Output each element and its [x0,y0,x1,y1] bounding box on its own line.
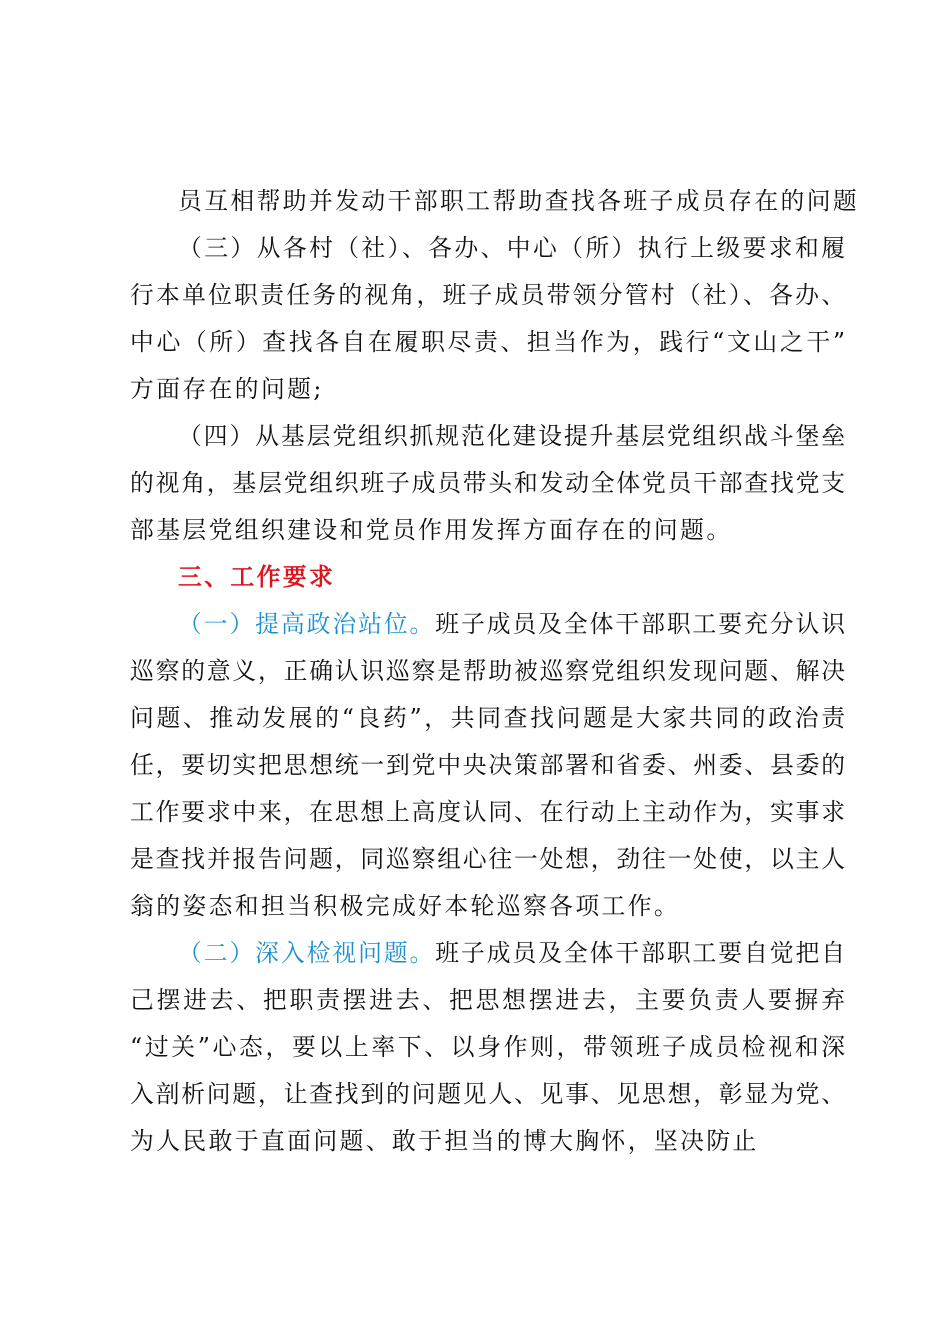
item2-text: 班子成员及全体干部职工要自觉把自 [435,939,845,967]
item1-title: （一）提高政治站位。 [178,610,436,638]
paragraph-line: 方面存在的问题; [130,375,324,403]
paragraph-line: 任，要切实把思想统一到党中央决策部署和省委、州委、县委的 [130,751,845,779]
paragraph-line: 员互相帮助并发动干部职工帮助查找各班子成员存在的问题 [178,187,860,215]
paragraph-line: 行本单位职责任务的视角，班子成员带领分管村（社）、各办、 [130,281,845,309]
paragraph-line: 为人民敢于直面问题、敢于担当的博大胸怀，坚决防止 [130,1127,759,1155]
paragraph-line: 入剖析问题，让查找到的问题见人、见事、见思想，彰显为党、 [130,1080,845,1108]
paragraph-line: 的视角，基层党组织班子成员带头和发动全体党员干部查找党支 [130,469,845,497]
section-heading: 三、工作要求 [178,563,336,591]
item2-title: （二）深入检视问题。 [178,939,436,967]
paragraph-line: 中心（所）查找各自在履职尽责、担当作为，践行“文山之干” [130,328,845,356]
paragraph-line: 己摆进去、把职责摆进去、把思想摆进去，主要负责人要摒弃 [130,986,845,1014]
paragraph-line: （四）从基层党组织抓规范化建设提升基层党组织战斗堡垒 [178,422,845,450]
paragraph-line: 巡察的意义，正确认识巡察是帮助被巡察党组织发现问题、解决 [130,657,845,685]
paragraph-line: 翁的姿态和担当积极完成好本轮巡察各项工作。 [130,892,681,920]
paragraph-line: （三）从各村（社）、各办、中心（所）执行上级要求和履 [178,234,845,262]
item1-text: 班子成员及全体干部职工要充分认识 [435,610,845,638]
paragraph-line: “过关”心态，要以上率下、以身作则，带领班子成员检视和深 [130,1033,845,1061]
document-body [130,178,860,1165]
item1-first-line [130,601,845,648]
paragraph-line: 是查找并报告问题，同巡察组心往一处想，劲往一处使，以主人 [130,845,845,873]
paragraph-line: 工作要求中来，在思想上高度认同、在行动上主动作为，实事求 [130,798,845,826]
paragraph-line: 部基层党组织建设和党员作用发挥方面存在的问题。 [130,516,733,544]
paragraph-line: 问题、推动发展的“良药”，共同查找问题是大家共同的政治责 [130,704,845,732]
item2-first-line [130,930,845,977]
